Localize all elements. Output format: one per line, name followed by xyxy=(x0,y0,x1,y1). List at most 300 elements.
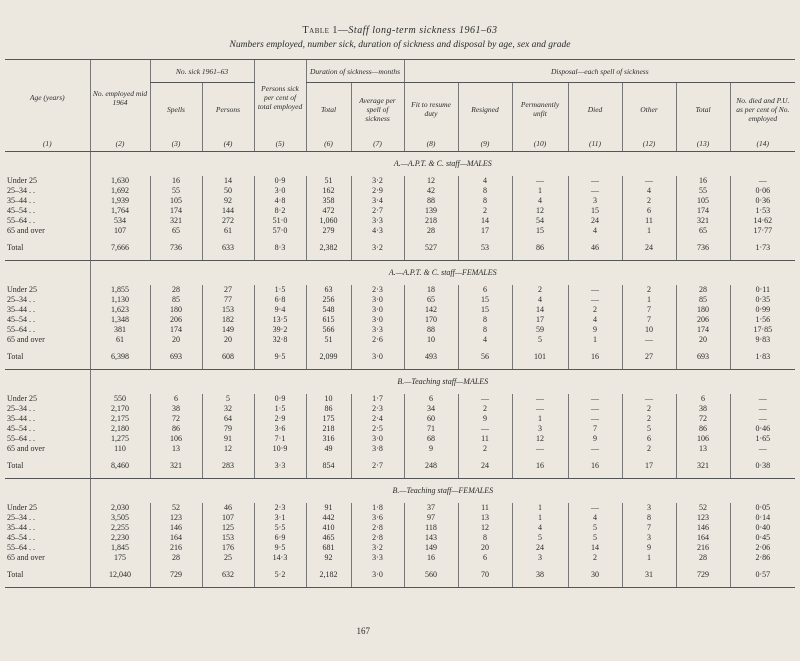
row-cell: 8 xyxy=(622,513,676,523)
total-cell: 693 xyxy=(676,345,730,370)
row-cell: 61 xyxy=(202,226,254,236)
row-cell: 9 xyxy=(622,543,676,553)
total-cell: 854 xyxy=(306,454,351,479)
table-row xyxy=(5,434,795,444)
row-label: 25–34 . . xyxy=(7,513,35,522)
row-cell: — xyxy=(730,444,795,454)
row-label: 45–54 . . xyxy=(7,533,35,542)
row-cell: 0·40 xyxy=(730,523,795,533)
section-heading-row xyxy=(5,479,795,504)
total-row xyxy=(5,345,795,370)
table-row xyxy=(5,206,795,216)
row-cell: 20 xyxy=(202,335,254,345)
column-number: (11) xyxy=(568,135,622,152)
row-cell: 2·5 xyxy=(351,424,404,434)
column-number: (10) xyxy=(512,135,568,152)
row-cell: 5·5 xyxy=(254,523,306,533)
row-cell: 24 xyxy=(568,216,622,226)
row-cell: — xyxy=(458,424,512,434)
row-cell: — xyxy=(512,444,568,454)
header-died-pu-pct: No. died and P.U. as per cent of No. employed xyxy=(730,83,795,136)
row-cell: 566 xyxy=(306,325,351,335)
total-cell: 38 xyxy=(512,563,568,588)
row-cell: 68 xyxy=(404,434,458,444)
row-label: 45–54 . . xyxy=(7,206,35,215)
row-cell: 0·35 xyxy=(730,295,795,305)
row-cell: 13 xyxy=(458,513,512,523)
section-title: B.—Teaching staff—MALES xyxy=(90,370,795,395)
row-cell: 5 xyxy=(512,335,568,345)
total-cell: 3·0 xyxy=(351,563,404,588)
table-row xyxy=(5,394,795,404)
row-cell: 206 xyxy=(676,315,730,325)
row-cell: 79 xyxy=(202,424,254,434)
row-cell: 12 xyxy=(512,206,568,216)
row-cell: 15 xyxy=(458,305,512,315)
row-cell: 88 xyxy=(404,196,458,206)
row-cell: 3·3 xyxy=(351,216,404,226)
row-cell: — xyxy=(730,176,795,186)
row-cell: 2 xyxy=(622,285,676,295)
row-cell: 8 xyxy=(458,315,512,325)
row-cell: 12 xyxy=(458,523,512,533)
row-cell: 5 xyxy=(202,394,254,404)
row-label: 65 and over xyxy=(7,444,45,453)
total-cell: 248 xyxy=(404,454,458,479)
row-cell: 17 xyxy=(512,315,568,325)
row-cell: 107 xyxy=(202,513,254,523)
total-cell: 729 xyxy=(150,563,202,588)
row-cell: 6 xyxy=(458,285,512,295)
row-cell: 1 xyxy=(622,553,676,563)
row-cell: 3·3 xyxy=(351,553,404,563)
row-cell: 3·2 xyxy=(351,543,404,553)
row-cell: 3 xyxy=(622,533,676,543)
column-number: (5) xyxy=(254,135,306,152)
row-cell: 8 xyxy=(458,196,512,206)
row-cell: 14·62 xyxy=(730,216,795,226)
total-cell: 9·5 xyxy=(254,345,306,370)
row-cell: 442 xyxy=(306,513,351,523)
table-row xyxy=(5,414,795,424)
row-cell: 10 xyxy=(622,325,676,335)
row-cell: 3·1 xyxy=(254,513,306,523)
row-cell: 106 xyxy=(150,434,202,444)
row-cell: — xyxy=(458,394,512,404)
row-cell: 174 xyxy=(150,206,202,216)
row-cell: 3·3 xyxy=(351,325,404,335)
row-cell: 11 xyxy=(622,216,676,226)
row-cell: 321 xyxy=(150,216,202,226)
row-cell: 5 xyxy=(622,424,676,434)
row-cell: 15 xyxy=(458,295,512,305)
row-cell: 8 xyxy=(458,533,512,543)
section-heading-row xyxy=(5,370,795,395)
row-cell: 1·7 xyxy=(351,394,404,404)
row-cell: 8 xyxy=(458,186,512,196)
row-cell: — xyxy=(730,414,795,424)
column-number: (14) xyxy=(730,135,795,152)
row-cell: 3 xyxy=(622,503,676,513)
row-cell: 6 xyxy=(458,553,512,563)
total-cell: 27 xyxy=(622,345,676,370)
row-cell: 3,505 xyxy=(90,513,150,523)
total-row xyxy=(5,563,795,588)
total-cell: 30 xyxy=(568,563,622,588)
table-row xyxy=(5,315,795,325)
row-cell: 381 xyxy=(90,325,150,335)
row-cell: — xyxy=(568,285,622,295)
row-cell: 28 xyxy=(676,285,730,295)
row-cell: 153 xyxy=(202,305,254,315)
row-cell: 144 xyxy=(202,206,254,216)
table-row xyxy=(5,216,795,226)
row-cell: 10·9 xyxy=(254,444,306,454)
row-cell: 51 xyxy=(306,176,351,186)
total-cell: 3·0 xyxy=(351,345,404,370)
section-title: A.—A.P.T. & C. staff—FEMALES xyxy=(90,261,795,286)
row-cell: 25 xyxy=(202,553,254,563)
row-cell: 2·6 xyxy=(351,335,404,345)
row-cell: 3·0 xyxy=(254,186,306,196)
row-cell: 153 xyxy=(202,533,254,543)
column-number: (9) xyxy=(458,135,512,152)
table-row xyxy=(5,404,795,414)
row-cell: 72 xyxy=(676,414,730,424)
row-cell: 0·14 xyxy=(730,513,795,523)
row-cell: 86 xyxy=(676,424,730,434)
row-cell: 1,060 xyxy=(306,216,351,226)
column-number: (12) xyxy=(622,135,676,152)
table-row xyxy=(5,325,795,335)
section-heading-row xyxy=(5,261,795,286)
row-cell: 20 xyxy=(676,335,730,345)
table-row xyxy=(5,503,795,513)
row-cell: 2·4 xyxy=(351,414,404,424)
row-cell: 548 xyxy=(306,305,351,315)
row-cell: 49 xyxy=(306,444,351,454)
total-cell: 16 xyxy=(512,454,568,479)
row-cell: 52 xyxy=(676,503,730,513)
row-cell: 550 xyxy=(90,394,150,404)
row-cell: 4 xyxy=(512,196,568,206)
row-cell: 218 xyxy=(306,424,351,434)
row-cell: 13 xyxy=(676,444,730,454)
row-cell: 20 xyxy=(458,543,512,553)
row-cell: 38 xyxy=(150,404,202,414)
row-label: Under 25 xyxy=(7,176,37,185)
header-persons: Persons xyxy=(202,83,254,136)
row-cell: 65 xyxy=(150,226,202,236)
total-cell: 2,099 xyxy=(306,345,351,370)
row-cell: 321 xyxy=(676,216,730,226)
table-row xyxy=(5,513,795,523)
row-cell: 2·7 xyxy=(351,206,404,216)
row-cell: 8·2 xyxy=(254,206,306,216)
page-number: 167 xyxy=(356,626,370,636)
row-cell: 1·5 xyxy=(254,285,306,295)
row-cell: 4 xyxy=(458,176,512,186)
row-label: 55–64 . . xyxy=(7,216,35,225)
row-cell: 14·3 xyxy=(254,553,306,563)
row-cell: 6 xyxy=(622,434,676,444)
row-label: 45–54 . . xyxy=(7,424,35,433)
table-body xyxy=(5,152,795,588)
row-label: 35–44 . . xyxy=(7,523,35,532)
row-cell: 7 xyxy=(622,305,676,315)
column-number: (4) xyxy=(202,135,254,152)
row-cell: 164 xyxy=(150,533,202,543)
row-cell: 472 xyxy=(306,206,351,216)
total-label: Total xyxy=(5,236,90,261)
row-cell: 1·53 xyxy=(730,206,795,216)
row-cell: 1,630 xyxy=(90,176,150,186)
section-heading-row xyxy=(5,152,795,177)
row-cell: 182 xyxy=(202,315,254,325)
row-cell: 4 xyxy=(458,335,512,345)
row-cell: 175 xyxy=(90,553,150,563)
row-cell: 15 xyxy=(512,226,568,236)
row-cell: 170 xyxy=(404,315,458,325)
row-cell: 0·06 xyxy=(730,186,795,196)
row-cell: 28 xyxy=(150,285,202,295)
row-label: 65 and over xyxy=(7,335,45,344)
row-cell: — xyxy=(568,295,622,305)
total-label: Total xyxy=(5,563,90,588)
row-label: 55–64 . . xyxy=(7,325,35,334)
total-cell: 2,182 xyxy=(306,563,351,588)
row-cell: 6 xyxy=(622,206,676,216)
table-row xyxy=(5,533,795,543)
row-cell: 146 xyxy=(676,523,730,533)
table-row xyxy=(5,226,795,236)
row-cell: 174 xyxy=(676,325,730,335)
row-cell: 1 xyxy=(622,295,676,305)
row-cell: 77 xyxy=(202,295,254,305)
row-cell: 256 xyxy=(306,295,351,305)
header-fit-to-resume: Fit to resume duty xyxy=(404,83,458,136)
table-row xyxy=(5,196,795,206)
row-cell: 50 xyxy=(202,186,254,196)
row-cell: 0·05 xyxy=(730,503,795,513)
row-cell: 10 xyxy=(306,394,351,404)
row-cell: 4 xyxy=(512,295,568,305)
row-cell: 15 xyxy=(568,206,622,216)
row-label: 35–44 . . xyxy=(7,196,35,205)
row-cell: 32 xyxy=(202,404,254,414)
row-cell: 3·8 xyxy=(351,444,404,454)
row-cell: 7 xyxy=(622,315,676,325)
table-subtitle: Numbers employed, number sick, duration of sickness and disposal by age, sex and grade xyxy=(229,40,571,50)
total-cell: 632 xyxy=(202,563,254,588)
row-cell: 12 xyxy=(512,434,568,444)
sickness-table xyxy=(5,59,795,588)
header-age: Age (years) xyxy=(5,60,90,136)
row-cell: 2·3 xyxy=(351,404,404,414)
row-cell: 2 xyxy=(568,305,622,315)
row-cell: 139 xyxy=(404,206,458,216)
row-cell: 2·8 xyxy=(351,533,404,543)
row-label: 55–64 . . xyxy=(7,434,35,443)
row-cell: 3 xyxy=(568,196,622,206)
table-number: Table 1— xyxy=(302,25,349,36)
column-number: (3) xyxy=(150,135,202,152)
row-cell: 61 xyxy=(90,335,150,345)
row-cell: — xyxy=(622,176,676,186)
row-cell: 4·8 xyxy=(254,196,306,206)
row-cell: 1 xyxy=(622,226,676,236)
row-cell: 180 xyxy=(150,305,202,315)
column-number: (7) xyxy=(351,135,404,152)
row-cell: 28 xyxy=(404,226,458,236)
row-cell: 4 xyxy=(622,186,676,196)
row-cell: 2·3 xyxy=(351,285,404,295)
row-cell: 615 xyxy=(306,315,351,325)
row-cell: — xyxy=(622,335,676,345)
row-cell: 4 xyxy=(568,226,622,236)
row-cell: 92 xyxy=(306,553,351,563)
row-cell: 0·99 xyxy=(730,305,795,315)
row-label: Under 25 xyxy=(7,394,37,403)
total-cell: 46 xyxy=(568,236,622,261)
row-cell: 9·5 xyxy=(254,543,306,553)
row-cell: 42 xyxy=(404,186,458,196)
row-cell: 71 xyxy=(404,424,458,434)
row-cell: 174 xyxy=(150,325,202,335)
row-cell: 1 xyxy=(512,503,568,513)
row-cell: 38 xyxy=(676,404,730,414)
row-cell: 105 xyxy=(150,196,202,206)
row-cell: 123 xyxy=(150,513,202,523)
row-cell: 142 xyxy=(404,305,458,315)
header-average-duration: Average per spell of sickness xyxy=(351,83,404,136)
row-cell: 3·6 xyxy=(254,424,306,434)
row-cell: 316 xyxy=(306,434,351,444)
row-cell: 2,030 xyxy=(90,503,150,513)
row-label: 55–64 . . xyxy=(7,543,35,552)
row-cell: 176 xyxy=(202,543,254,553)
total-cell: 321 xyxy=(150,454,202,479)
row-cell: 2,175 xyxy=(90,414,150,424)
total-cell: 86 xyxy=(512,236,568,261)
row-cell: 18 xyxy=(404,285,458,295)
row-cell: 7 xyxy=(568,424,622,434)
row-cell: 16 xyxy=(404,553,458,563)
header-other: Other xyxy=(622,83,676,136)
total-label: Total xyxy=(5,345,90,370)
row-cell: 1·56 xyxy=(730,315,795,325)
row-cell: 63 xyxy=(306,285,351,295)
header-total-duration: Total xyxy=(306,83,351,136)
column-number: (13) xyxy=(676,135,730,152)
total-row xyxy=(5,236,795,261)
table-row xyxy=(5,335,795,345)
row-cell: 2 xyxy=(512,285,568,295)
total-cell: 1·73 xyxy=(730,236,795,261)
row-cell: 162 xyxy=(306,186,351,196)
row-cell: 17 xyxy=(458,226,512,236)
row-cell: 3·2 xyxy=(351,176,404,186)
table-title xyxy=(0,25,800,36)
row-cell: 72 xyxy=(150,414,202,424)
row-cell: 118 xyxy=(404,523,458,533)
header-permanently-unfit: Permanently unfit xyxy=(512,83,568,136)
row-cell: 10 xyxy=(404,335,458,345)
row-label: 25–34 . . xyxy=(7,404,35,413)
column-number-row xyxy=(5,135,795,152)
row-cell: 149 xyxy=(404,543,458,553)
row-cell: 54 xyxy=(512,216,568,226)
total-cell: 693 xyxy=(150,345,202,370)
row-cell: — xyxy=(512,404,568,414)
row-cell: 59 xyxy=(512,325,568,335)
row-cell: 2,170 xyxy=(90,404,150,414)
table-title-text: Staff long-term sickness 1961–63 xyxy=(348,25,498,36)
row-cell: 51 xyxy=(306,335,351,345)
row-cell: 216 xyxy=(150,543,202,553)
row-cell: 32·8 xyxy=(254,335,306,345)
row-label: Under 25 xyxy=(7,503,37,512)
row-cell: 92 xyxy=(202,196,254,206)
row-cell: 14 xyxy=(512,305,568,315)
row-cell: 2 xyxy=(458,206,512,216)
row-cell: 2·9 xyxy=(351,186,404,196)
row-label: 65 and over xyxy=(7,226,45,235)
row-label: 25–34 . . xyxy=(7,186,35,195)
table-row xyxy=(5,543,795,553)
row-cell: — xyxy=(568,503,622,513)
row-cell: 9·4 xyxy=(254,305,306,315)
total-cell: 736 xyxy=(676,236,730,261)
row-cell: 3·6 xyxy=(351,513,404,523)
row-cell: 20 xyxy=(150,335,202,345)
row-cell: 52 xyxy=(150,503,202,513)
table-row xyxy=(5,186,795,196)
row-cell: 28 xyxy=(676,553,730,563)
row-cell: 86 xyxy=(150,424,202,434)
row-cell: 14 xyxy=(202,176,254,186)
column-number: (8) xyxy=(404,135,458,152)
row-cell: 0·9 xyxy=(254,394,306,404)
row-cell: 6·9 xyxy=(254,533,306,543)
total-row xyxy=(5,454,795,479)
row-cell: 91 xyxy=(202,434,254,444)
row-cell: 3·4 xyxy=(351,196,404,206)
row-cell: 17·85 xyxy=(730,325,795,335)
row-cell: 14 xyxy=(568,543,622,553)
row-cell: 206 xyxy=(150,315,202,325)
row-cell: 60 xyxy=(404,414,458,424)
total-cell: 321 xyxy=(676,454,730,479)
row-cell: 2 xyxy=(458,444,512,454)
row-cell: 146 xyxy=(150,523,202,533)
row-cell: 9 xyxy=(568,434,622,444)
row-cell: — xyxy=(568,444,622,454)
row-cell: 2 xyxy=(622,414,676,424)
total-cell: 24 xyxy=(622,236,676,261)
row-cell: 1 xyxy=(568,335,622,345)
row-cell: 1,692 xyxy=(90,186,150,196)
row-cell: 1,939 xyxy=(90,196,150,206)
row-cell: 125 xyxy=(202,523,254,533)
row-cell: 46 xyxy=(202,503,254,513)
row-cell: — xyxy=(512,394,568,404)
row-cell: 123 xyxy=(676,513,730,523)
total-cell: 3·3 xyxy=(254,454,306,479)
column-number: (1) xyxy=(5,135,90,152)
total-cell: 31 xyxy=(622,563,676,588)
row-cell: 2,230 xyxy=(90,533,150,543)
